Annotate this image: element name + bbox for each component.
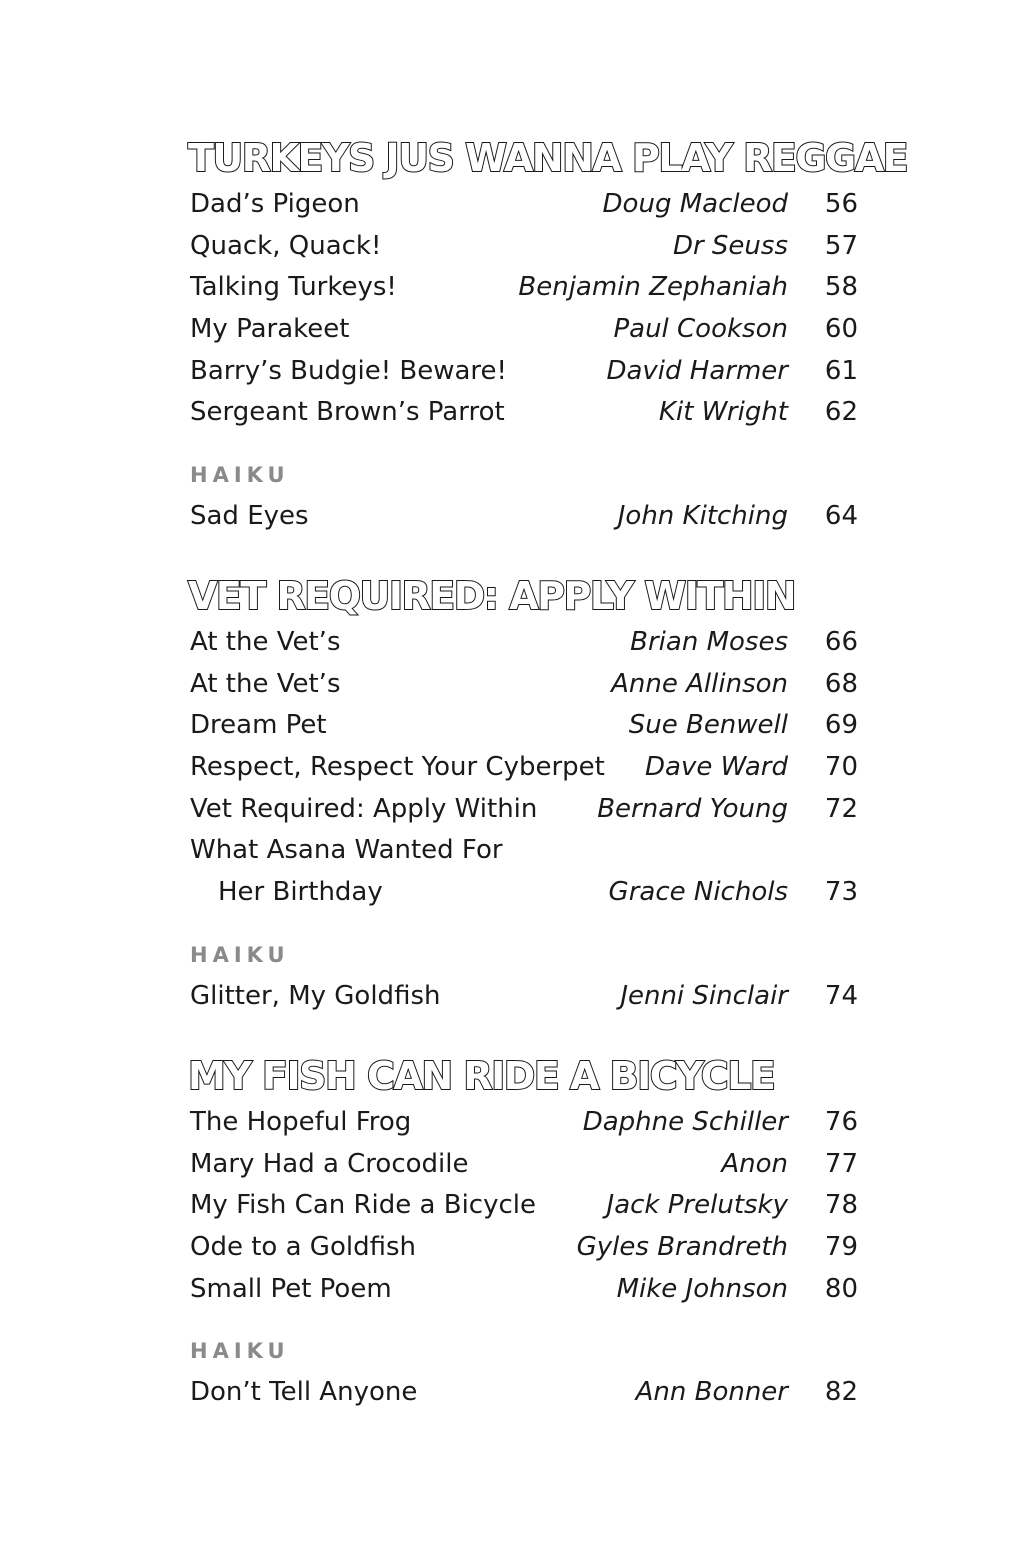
poem-author: Brian Moses (630, 627, 788, 657)
page-number: 66 (824, 627, 858, 657)
toc-entry[interactable] (188, 789, 858, 831)
page-number: 61 (824, 355, 858, 386)
poem-title: At the Vet’s (190, 668, 341, 699)
poem-title: Don’t Tell Anyone (190, 1377, 418, 1408)
toc-entry[interactable] (188, 705, 858, 747)
haiku-subheading: HAIKU (190, 1339, 290, 1364)
poem-author: Grace Nichols (608, 877, 788, 908)
poem-title: Dad’s Pigeon (190, 189, 360, 219)
poem-title: Ode to a Goldfish (190, 1232, 416, 1263)
page-number: 80 (824, 1273, 858, 1304)
poem-title: At the Vet’s (190, 627, 341, 657)
page-number: 56 (824, 189, 858, 219)
page-number: 60 (824, 314, 858, 345)
poem-author: Gyles Brandreth (576, 1232, 788, 1263)
section-turkeys (188, 134, 908, 538)
poem-title: Dream Pet (190, 710, 327, 741)
poem-title: Small Pet Poem (190, 1273, 392, 1304)
poem-title: Sergeant Brown’s Parrot (190, 397, 505, 428)
toc-entry[interactable] (188, 1185, 858, 1227)
toc-entry[interactable] (188, 1227, 858, 1269)
page-number: 79 (824, 1232, 858, 1263)
toc-entry[interactable] (188, 184, 858, 226)
toc-entry[interactable] (188, 1102, 858, 1144)
poem-author: Dr Seuss (672, 230, 788, 261)
page-number: 70 (824, 752, 858, 783)
poem-author: Jack Prelutsky (606, 1190, 788, 1221)
section-title: MY FISH CAN RIDE A BICYCLE (188, 1054, 775, 1098)
page-number: 64 (824, 501, 858, 532)
poem-author: Mike Johnson (616, 1273, 788, 1304)
page-number: 58 (824, 272, 858, 303)
poem-author: Dave Ward (644, 752, 788, 783)
haiku-subheading: HAIKU (190, 463, 290, 488)
page-number: 62 (824, 397, 858, 428)
toc-entry[interactable] (188, 664, 858, 706)
page-number: 78 (824, 1190, 858, 1221)
poem-author: Paul Cookson (613, 314, 788, 345)
toc-entry[interactable] (188, 496, 858, 538)
poem-author: Benjamin Zephaniah (518, 272, 788, 303)
poem-author: Jenni Sinclair (620, 980, 788, 1011)
poem-author: John Kitching (617, 501, 788, 532)
poem-title: My Parakeet (190, 314, 350, 345)
page-number: 77 (824, 1148, 858, 1179)
poem-author: Daphne Schiller (582, 1107, 788, 1137)
poem-author: Anne Allinson (611, 668, 788, 699)
poem-title: Quack, Quack! (190, 230, 382, 261)
toc-entry[interactable] (188, 976, 858, 1018)
poem-title-continuation: Her Birthday (218, 877, 383, 908)
poem-title: Glitter, My Goldfish (190, 980, 441, 1011)
section-title: TURKEYS JUS WANNA PLAY REGGAE (188, 136, 908, 180)
poem-author: Bernard Young (597, 793, 788, 824)
poem-title: What Asana Wanted For (190, 835, 503, 866)
page-number: 76 (824, 1107, 858, 1137)
poem-author: Doug Macleod (602, 189, 788, 219)
poem-title: Barry’s Budgie! Beware! (190, 355, 507, 386)
page-number: 72 (824, 793, 858, 824)
poem-title: Talking Turkeys! (190, 272, 397, 303)
section-vet (188, 572, 858, 1018)
toc-entry[interactable] (188, 392, 858, 434)
toc-entry-title-line1[interactable] (188, 830, 858, 872)
page-number: 74 (824, 980, 858, 1011)
poem-title: The Hopeful Frog (190, 1107, 412, 1137)
toc-entry[interactable] (188, 622, 858, 664)
toc-entry[interactable] (188, 747, 858, 789)
toc-entry[interactable] (188, 309, 858, 351)
toc-entry-title-line2[interactable] (188, 872, 858, 914)
haiku-subheading: HAIKU (190, 942, 290, 967)
page-number: 73 (824, 877, 858, 908)
toc-entry[interactable] (188, 1372, 858, 1414)
poem-title: Vet Required: Apply Within (190, 793, 538, 824)
toc-entry[interactable] (188, 351, 858, 393)
poem-title: Respect, Respect Your Cyberpet (190, 752, 605, 783)
poem-title: Sad Eyes (190, 501, 309, 532)
poem-title: My Fish Can Ride a Bicycle (190, 1190, 536, 1221)
toc-entry[interactable] (188, 226, 858, 268)
toc-entry[interactable] (188, 1144, 858, 1186)
page-number: 68 (824, 668, 858, 699)
poem-title: Mary Had a Crocodile (190, 1148, 469, 1179)
poem-author: Ann Bonner (635, 1377, 788, 1408)
toc-entry[interactable] (188, 1269, 858, 1311)
page-number: 57 (824, 230, 858, 261)
page-number: 82 (824, 1377, 858, 1408)
poem-author: Anon (721, 1148, 788, 1179)
poem-author: Kit Wright (658, 397, 788, 428)
poem-author: David Harmer (606, 355, 788, 386)
toc-entry[interactable] (188, 267, 858, 309)
page-number: 69 (824, 710, 858, 741)
poem-author: Sue Benwell (628, 710, 788, 741)
section-title: VET REQUIRED: APPLY WITHIN (188, 574, 796, 618)
section-fish (188, 1052, 858, 1414)
